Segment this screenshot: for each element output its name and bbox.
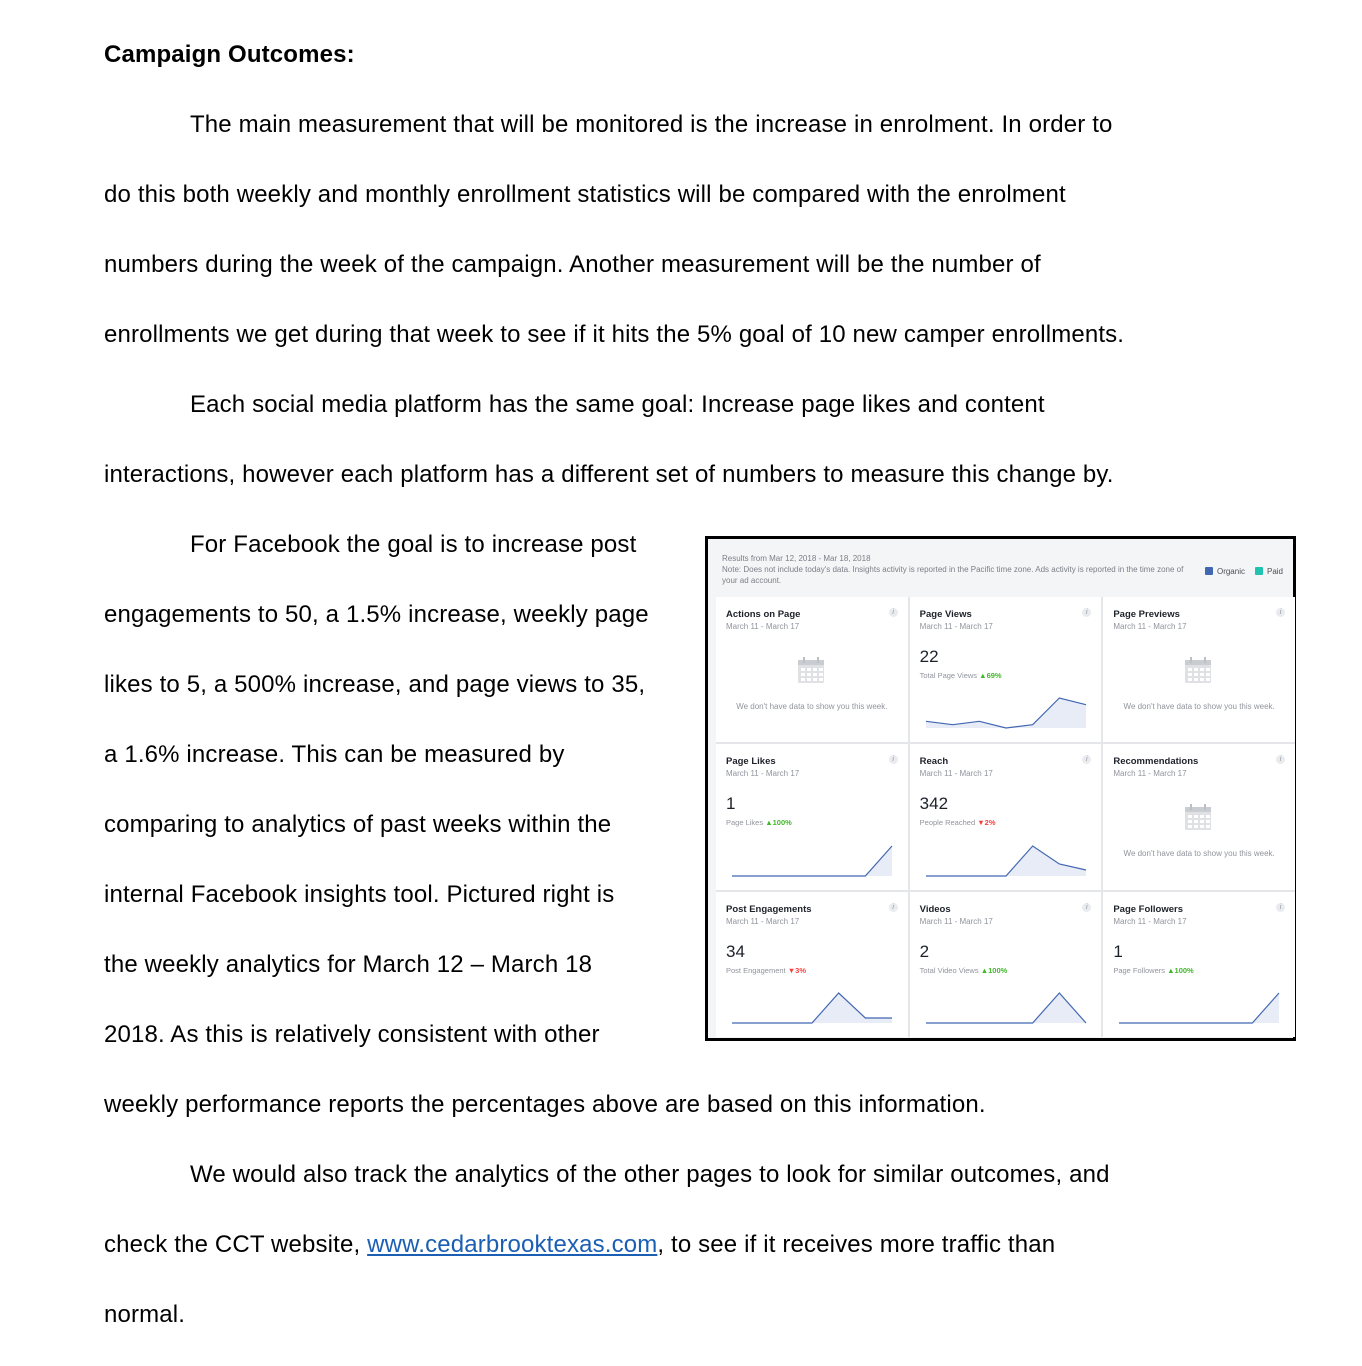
paragraph-line: For Facebook the goal is to increase post	[190, 531, 637, 558]
insights-panel	[705, 536, 1296, 1041]
sparkline-line	[732, 993, 892, 1023]
insights-header	[722, 553, 1192, 586]
info-icon[interactable]: i	[1276, 608, 1285, 617]
calendar-icon	[796, 655, 826, 685]
card-date-range: March 11 - March 17	[1113, 916, 1187, 926]
card-value: 1	[726, 794, 736, 814]
info-icon[interactable]: i	[889, 608, 898, 617]
metric-label: Page Followers	[1113, 965, 1166, 975]
info-icon[interactable]: i	[889, 755, 898, 764]
no-data-message: We don't have data to show you this week.	[1123, 702, 1275, 711]
insight-card[interactable]	[910, 597, 1102, 742]
card-title: Recommendations	[1113, 756, 1199, 768]
card-metric	[1113, 966, 1193, 975]
paragraph-line: enrollments we get during that week to see if it hits the 5% goal of 10 new camper enrollments.	[104, 321, 1125, 348]
insights-card-grid	[716, 597, 1295, 1037]
card-date-range: March 11 - March 17	[919, 769, 993, 779]
sparkline-chart	[920, 692, 1092, 732]
sparkline-line	[732, 846, 892, 876]
metric-label: People Reached	[919, 818, 976, 828]
metric-label: Total Video Views	[919, 965, 979, 975]
results-note: Note: Does not include today's data. Insights activity is reported in the Pacific time zone. Ads activity is reported in the time zone of your ad account.	[722, 565, 1184, 585]
insight-card[interactable]	[716, 892, 908, 1037]
paragraph-line: The main measurement that will be monitored is the increase in enrolment. In order to	[190, 111, 1113, 138]
text-before-link: check the CCT website,	[104, 1231, 368, 1258]
calendar-icon	[1183, 655, 1213, 685]
paragraph-line: Each social media platform has the same goal: Increase page likes and content	[190, 391, 1045, 418]
sparkline-chart	[726, 840, 898, 880]
paragraph-line: likes to 5, a 500% increase, and page views to 35,	[104, 671, 646, 698]
card-title: Page Followers	[1113, 903, 1184, 915]
card-metric	[726, 966, 806, 975]
card-date-range: March 11 - March 17	[726, 622, 800, 631]
paragraph-line: interactions, however each platform has a different set of numbers to measure this change by.	[104, 461, 1114, 488]
info-icon[interactable]: i	[1276, 903, 1285, 912]
section-heading: Campaign Outcomes:	[104, 41, 355, 68]
sparkline-area	[926, 846, 1086, 876]
insight-card[interactable]	[716, 597, 908, 742]
legend-organic	[1205, 567, 1245, 576]
metric-label: Total Page Views	[919, 671, 978, 680]
card-value: 342	[919, 794, 949, 814]
card-title: Videos	[919, 903, 951, 915]
sparkline-chart	[726, 987, 898, 1027]
info-icon[interactable]: i	[1082, 608, 1091, 617]
legend-paid	[1255, 567, 1283, 576]
sparkline-area	[1119, 993, 1279, 1023]
info-icon[interactable]: i	[1082, 755, 1091, 764]
paragraph-line: engagements to 50, a 1.5% increase, weekly page	[104, 601, 649, 628]
legend	[1205, 567, 1283, 576]
organic-swatch	[1205, 567, 1213, 575]
card-metric	[726, 818, 792, 827]
sparkline-area	[732, 846, 892, 876]
insight-card[interactable]	[910, 892, 1102, 1037]
sparkline-area	[926, 993, 1086, 1023]
card-metric	[920, 671, 1002, 680]
paragraph-line: comparing to analytics of past weeks within the	[104, 811, 612, 838]
sparkline-area	[926, 698, 1086, 728]
sparkline-chart	[1113, 987, 1285, 1027]
card-value: 1	[1113, 941, 1123, 961]
card-date-range: March 11 - March 17	[1113, 769, 1187, 779]
legend-paid-label: Paid	[1266, 567, 1283, 576]
card-metric	[920, 818, 996, 827]
paragraph-line: a 1.6% increase. This can be measured by	[104, 741, 565, 768]
paragraph-line: do this both weekly and monthly enrollment statistics will be compared with the enrolment	[104, 181, 1066, 208]
metric-delta: ▲100%	[765, 818, 792, 828]
metric-delta: ▲69%	[979, 671, 1002, 680]
insight-card[interactable]	[716, 744, 908, 889]
card-title: Reach	[919, 756, 949, 768]
paragraph-line: weekly performance reports the percentages above are based on this information.	[104, 1091, 986, 1118]
text-after-link: , to see if it receives more traffic than	[657, 1231, 1056, 1258]
paragraph-line: 2018. As this is relatively consistent with other	[104, 1021, 600, 1048]
card-title: Actions on Page	[726, 609, 801, 620]
no-data-message: We don't have data to show you this week.	[736, 702, 888, 711]
paragraph-line: normal.	[104, 1301, 186, 1328]
insight-card[interactable]	[910, 744, 1102, 889]
paragraph-line: numbers during the week of the campaign. Another measurement will be the number of	[104, 251, 1041, 278]
card-title: Post Engagements	[726, 903, 812, 915]
card-date-range: March 11 - March 17	[726, 769, 800, 779]
paragraph-line-with-link	[104, 1230, 1055, 1260]
no-data-message: We don't have data to show you this week.	[1123, 849, 1275, 859]
card-title: Page Views	[919, 609, 972, 620]
results-range: Results from Mar 12, 2018 - Mar 18, 2018	[722, 554, 871, 563]
metric-label: Post Engagement	[726, 965, 786, 975]
metric-label: Page Likes	[726, 818, 764, 828]
website-link[interactable]: www.cedarbrooktexas.com	[367, 1231, 658, 1258]
card-value: 34	[726, 941, 745, 961]
card-value: 22	[919, 647, 939, 666]
card-title: Page Previews	[1113, 609, 1180, 620]
insight-card[interactable]	[1103, 597, 1295, 742]
sparkline-line	[1119, 993, 1279, 1023]
card-date-range: March 11 - March 17	[919, 916, 993, 926]
paid-swatch	[1255, 567, 1263, 575]
card-date-range: March 11 - March 17	[919, 622, 993, 631]
metric-delta: ▼2%	[977, 818, 996, 828]
card-metric	[920, 966, 1008, 975]
metric-delta: ▲100%	[1167, 965, 1194, 975]
sparkline-chart	[920, 840, 1092, 880]
card-date-range: March 11 - March 17	[726, 916, 800, 926]
insight-card[interactable]	[1103, 744, 1295, 889]
metric-delta: ▼3%	[787, 965, 806, 975]
legend-organic-label: Organic	[1216, 567, 1245, 576]
paragraph-line: the weekly analytics for March 12 – March 18	[104, 951, 593, 978]
info-icon[interactable]: i	[1082, 903, 1091, 912]
paragraph-line: We would also track the analytics of the other pages to look for similar outcomes, and	[190, 1161, 1110, 1188]
paragraph-line: internal Facebook insights tool. Pictured right is	[104, 881, 615, 908]
sparkline-chart	[920, 987, 1092, 1027]
calendar-icon	[1183, 802, 1213, 832]
card-date-range: March 11 - March 17	[1113, 622, 1187, 631]
insight-card[interactable]	[1103, 892, 1295, 1037]
info-icon[interactable]: i	[1276, 755, 1285, 764]
metric-delta: ▲100%	[980, 965, 1008, 975]
info-icon[interactable]: i	[889, 903, 898, 912]
card-title: Page Likes	[726, 756, 776, 768]
card-value: 2	[919, 941, 930, 961]
